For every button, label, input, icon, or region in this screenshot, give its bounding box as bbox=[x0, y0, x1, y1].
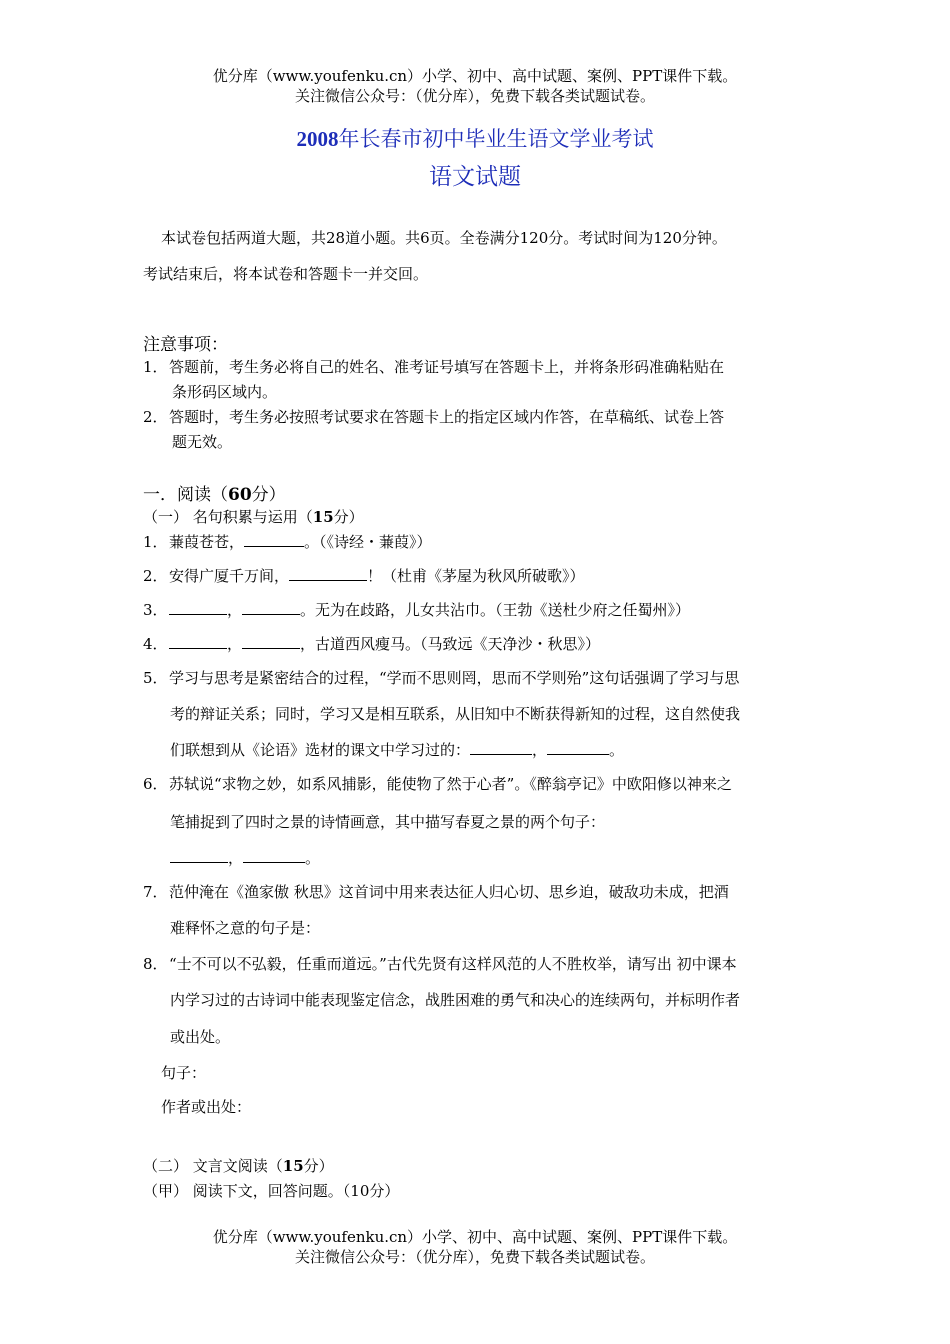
part-1-score: 15 bbox=[312, 508, 334, 526]
part-1-heading bbox=[143, 506, 364, 527]
section-1-heading-pre: 一．阅读（ bbox=[143, 485, 228, 505]
question-5-line-3 bbox=[170, 739, 624, 760]
header-line-2: 关注微信公众号：（优分库），免费下载各类试题试卷。 bbox=[294, 87, 655, 105]
question-6-line-3 bbox=[170, 847, 320, 868]
notice-item-2 bbox=[143, 406, 724, 427]
question-7-num: 7． bbox=[143, 883, 168, 901]
answer-blank[interactable] bbox=[289, 566, 367, 581]
exam-title bbox=[0, 123, 950, 153]
answer-blank[interactable] bbox=[169, 600, 227, 615]
answer-blank[interactable] bbox=[244, 532, 304, 547]
answer-blank[interactable] bbox=[243, 848, 305, 863]
question-5-num: 5． bbox=[143, 669, 168, 687]
question-6-line-1: 苏轼说“求物之妙，如系风捕影，能使物了然于心者”。《醉翁亭记》中欧阳修以神来之 bbox=[169, 775, 732, 793]
question-4-sep: ， bbox=[227, 635, 243, 653]
intro-line-1: 本试卷包括两道大题，共28道小题。共6页。全卷满分120分。考试时间为120分钟。 bbox=[161, 229, 727, 247]
answer-blank[interactable] bbox=[242, 600, 300, 615]
notice-item-1-line-1: 答题前，考生务必将自己的姓名、准考证号填写在答题卡上，并将条形码准确粘贴在 bbox=[169, 358, 725, 376]
question-1 bbox=[143, 531, 432, 552]
question-2 bbox=[143, 565, 585, 586]
question-3-post: 。无为在歧路，儿女共沾巾。（王勃《送杜少府之任蜀州》） bbox=[300, 601, 691, 619]
question-6-sep: ， bbox=[228, 849, 244, 867]
question-4 bbox=[143, 633, 600, 654]
answer-blank[interactable] bbox=[470, 740, 532, 755]
question-7 bbox=[143, 881, 729, 902]
question-5-sep: ， bbox=[532, 741, 548, 759]
part-1-heading-post: 分） bbox=[333, 508, 364, 526]
question-5-end: 。 bbox=[609, 741, 625, 759]
question-5-line-3-text: 们联想到从《论语》选材的课文中学习过的： bbox=[170, 741, 471, 759]
part-2-heading-post: 分） bbox=[303, 1157, 334, 1175]
part-2-sub-score: 10 bbox=[350, 1182, 370, 1200]
answer-blank[interactable] bbox=[170, 848, 228, 863]
question-6-line-2: 笔捕捉到了四时之景的诗情画意，其中描写春夏之景的两个句子： bbox=[170, 813, 606, 831]
exam-subtitle: 语文试题 bbox=[429, 164, 521, 190]
question-2-num: 2． bbox=[143, 567, 168, 585]
question-1-num: 1． bbox=[143, 533, 168, 551]
notice-item-2-line-1: 答题时，考生务必按照考试要求在答题卡上的指定区域内作答，在草稿纸、试卷上答 bbox=[169, 408, 725, 426]
question-7-line-2: 难释怀之意的句子是： bbox=[170, 919, 321, 937]
question-8-num: 8． bbox=[143, 955, 168, 973]
part-2-sub-heading-post: 分） bbox=[369, 1182, 400, 1200]
notice-item-2-line-2: 题无效。 bbox=[172, 433, 233, 451]
answer-blank[interactable] bbox=[169, 634, 227, 649]
question-4-post: ，古道西风瘦马。（马致远《天净沙・秋思》） bbox=[300, 635, 601, 653]
notice-item-1-line-2: 条形码区域内。 bbox=[172, 383, 278, 401]
part-2-score: 15 bbox=[282, 1157, 304, 1175]
footer-line-1: 优分库（www.youfenku.cn）小学、初中、高中试题、案例、PPT课件下载。 bbox=[212, 1228, 738, 1246]
header-line-1: 优分库（www.youfenku.cn）小学、初中、高中试题、案例、PPT课件下载。 bbox=[212, 67, 738, 85]
part-2-sub-heading-pre: （甲） 阅读下文，回答问题。（ bbox=[143, 1182, 351, 1200]
question-5-line-1: 学习与思考是紧密结合的过程，“学而不思则罔，思而不学则殆”这句话强调了学习与思 bbox=[169, 669, 740, 687]
question-6 bbox=[143, 773, 732, 794]
question-8-line-1: “士不可以不弘毅，任重而道远。”古代先贤有这样风范的人不胜枚举，请写出 初中课本 bbox=[169, 955, 737, 973]
question-5-line-2: 考的辩证关系；同时，学习又是相互联系，从旧知中不断获得新知的过程，这自然使我 bbox=[170, 705, 741, 723]
part-1-heading-pre: （一） 名句积累与运用（ bbox=[143, 508, 313, 526]
question-1-post: 。（《诗经・蒹葭》） bbox=[304, 533, 432, 551]
part-2-heading bbox=[143, 1155, 334, 1176]
answer-blank[interactable] bbox=[547, 740, 609, 755]
question-5 bbox=[143, 667, 739, 688]
part-2-sub-heading bbox=[143, 1180, 399, 1201]
section-1-score: 60 bbox=[228, 485, 252, 505]
question-1-pre: 蒹葭苍苍， bbox=[169, 533, 245, 551]
notice-item-1 bbox=[143, 356, 724, 377]
question-2-pre: 安得广厦千万间， bbox=[169, 567, 290, 585]
exam-year: 2008 bbox=[296, 127, 339, 151]
notice-item-2-num: 2． bbox=[143, 408, 168, 426]
intro-line-2: 考试结束后，将本试卷和答题卡一并交回。 bbox=[143, 265, 429, 283]
question-8-sentence-label: 句子： bbox=[161, 1064, 207, 1082]
question-8 bbox=[143, 953, 737, 974]
question-2-post: ！（杜甫《茅屋为秋风所破歌》） bbox=[367, 567, 585, 585]
question-7-line-1: 范仲淹在《渔家傲 秋思》这首词中用来表达征人归心切、思乡迫，破敌功未成，把酒 bbox=[169, 883, 729, 901]
question-8-line-2: 内学习过的古诗词中能表现鉴定信念，战胜困难的勇气和决心的连续两句，并标明作者 bbox=[170, 991, 741, 1009]
question-4-num: 4． bbox=[143, 635, 168, 653]
answer-blank[interactable] bbox=[242, 634, 300, 649]
footer-line-2: 关注微信公众号：（优分库），免费下载各类试题试卷。 bbox=[294, 1248, 655, 1266]
notice-heading: 注意事项： bbox=[143, 335, 228, 355]
question-8-line-3: 或出处。 bbox=[170, 1028, 231, 1046]
question-6-end: 。 bbox=[305, 849, 321, 867]
section-1-heading-post: 分） bbox=[251, 485, 286, 505]
exam-title-text: 年长春市初中毕业生语文学业考试 bbox=[338, 127, 654, 151]
question-8-author-label: 作者或出处： bbox=[161, 1098, 252, 1116]
section-1-heading bbox=[143, 480, 286, 505]
question-3-num: 3． bbox=[143, 601, 168, 619]
question-3-sep: ， bbox=[227, 601, 243, 619]
question-3 bbox=[143, 599, 690, 620]
question-6-num: 6． bbox=[143, 775, 168, 793]
part-2-heading-pre: （二） 文言文阅读（ bbox=[143, 1157, 283, 1175]
notice-item-1-num: 1． bbox=[143, 358, 168, 376]
